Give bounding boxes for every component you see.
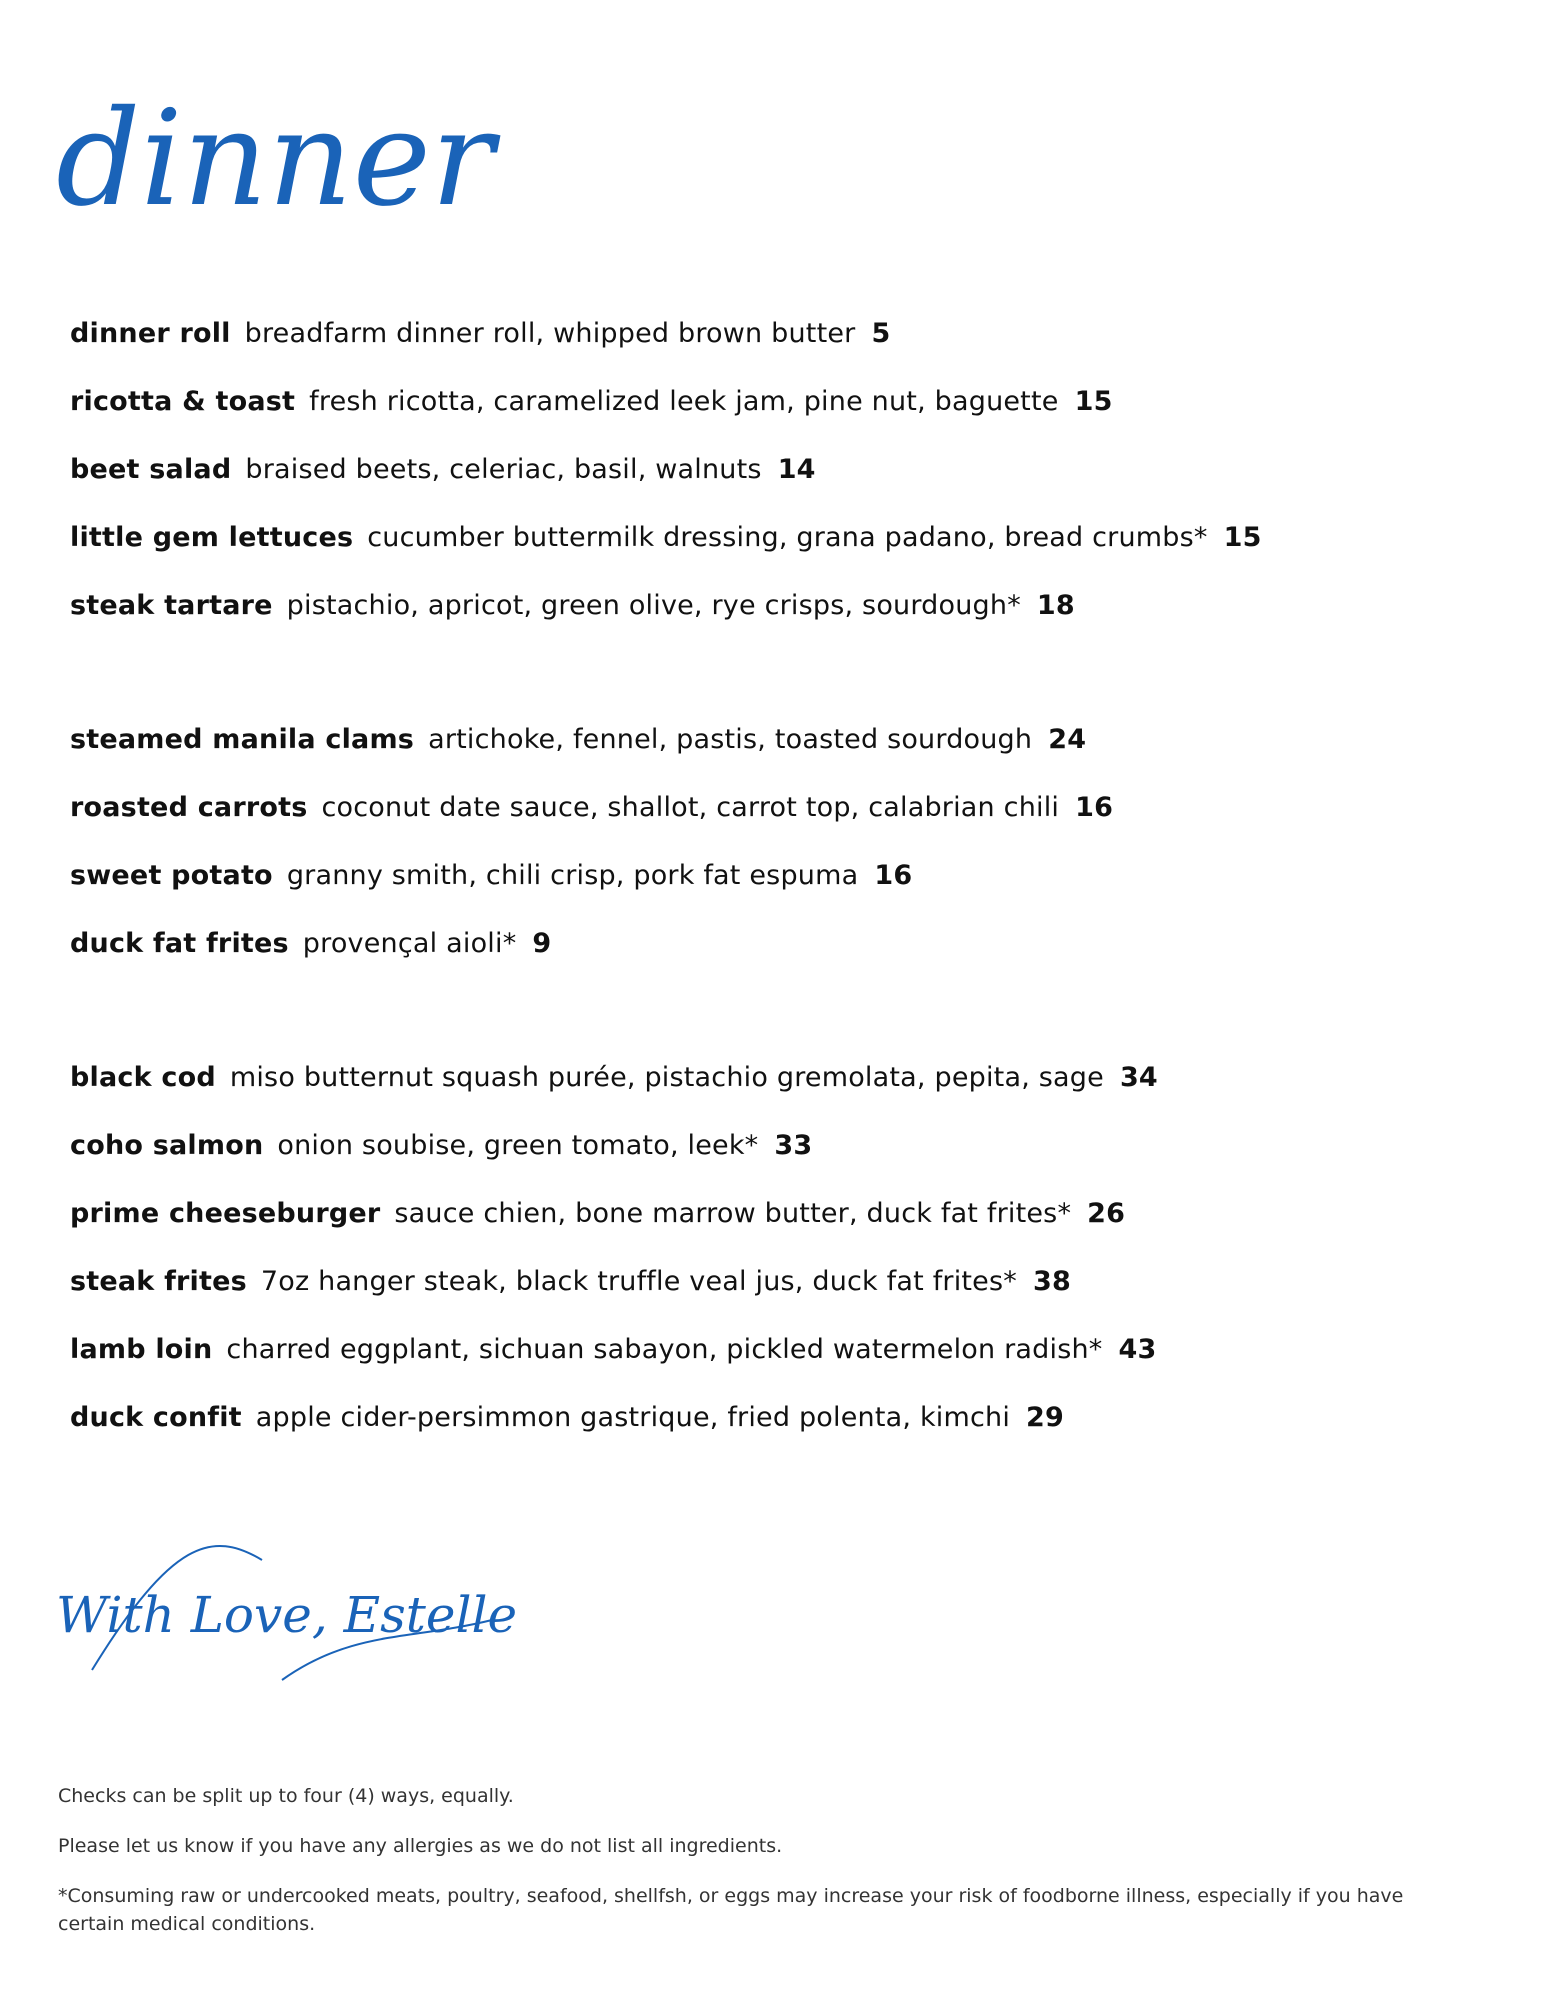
menu-title-text: dinner	[56, 82, 494, 236]
item-description: granny smith, chili crisp, pork fat espuma	[286, 860, 859, 891]
item-price: 16	[874, 860, 913, 891]
item-name: steak tartare	[70, 590, 273, 621]
signature	[52, 1520, 518, 1690]
menu-item	[70, 448, 1470, 516]
menu-section	[70, 718, 1470, 990]
item-price: 15	[1074, 386, 1113, 417]
signature-script	[52, 1520, 518, 1690]
footer-note: *Consuming raw or undercooked meats, poultry, seafood, shellfsh, or eggs may increase your risk of foodborne illness, especially if you have certain medical conditions.	[58, 1885, 1404, 1935]
item-name: lamb loin	[70, 1334, 213, 1365]
item-name: duck fat frites	[70, 928, 289, 959]
menu-item	[70, 854, 1470, 922]
item-price: 34	[1119, 1062, 1158, 1093]
menu-item	[70, 786, 1470, 854]
menu-section	[70, 1056, 1470, 1464]
item-name: dinner roll	[70, 318, 231, 349]
item-price: 14	[777, 454, 816, 485]
item-name: beet salad	[70, 454, 232, 485]
item-description: provençal aioli*	[302, 928, 517, 959]
item-price: 26	[1087, 1198, 1126, 1229]
item-price: 15	[1223, 522, 1262, 553]
item-description: cucumber buttermilk dressing, grana padano, bread crumbs*	[367, 522, 1208, 553]
menu-section	[70, 312, 1470, 652]
item-price: 29	[1026, 1402, 1065, 1433]
footer-note: Please let us know if you have any allergies as we do not list all ingredients.	[58, 1835, 783, 1857]
item-name: steamed manila clams	[70, 724, 415, 755]
item-description: coconut date sauce, shallot, carrot top, calabrian chili	[321, 792, 1060, 823]
menu-item	[70, 1124, 1470, 1192]
item-name: sweet potato	[70, 860, 273, 891]
item-price: 38	[1032, 1266, 1071, 1297]
menu-item	[70, 1192, 1470, 1260]
footer-notes	[58, 1782, 1438, 1960]
menu-item	[70, 718, 1470, 786]
menu-item	[70, 380, 1470, 448]
signature-text: With Love, Estelle	[56, 1586, 518, 1644]
menu-item	[70, 922, 1470, 990]
item-description: charred eggplant, sichuan sabayon, pickled watermelon radish*	[226, 1334, 1103, 1365]
item-price: 9	[532, 928, 552, 959]
item-description: apple cider-persimmon gastrique, fried polenta, kimchi	[255, 1402, 1011, 1433]
item-description: onion soubise, green tomato, leek*	[277, 1130, 759, 1161]
item-price: 18	[1036, 590, 1075, 621]
footer-note: Checks can be split up to four (4) ways, equally.	[58, 1785, 514, 1807]
menu-item	[70, 1260, 1470, 1328]
item-price: 16	[1075, 792, 1114, 823]
item-description: breadfarm dinner roll, whipped brown butter	[244, 318, 856, 349]
menu-item	[70, 516, 1470, 584]
item-name: prime cheeseburger	[70, 1198, 381, 1229]
item-description: miso butternut squash purée, pistachio gremolata, pepita, sage	[229, 1062, 1104, 1093]
item-description: artichoke, fennel, pastis, toasted sourdough	[428, 724, 1033, 755]
item-name: ricotta & toast	[70, 386, 296, 417]
menu-item	[70, 1328, 1470, 1396]
item-description: 7oz hanger steak, black truffle veal jus, duck fat frites*	[260, 1266, 1017, 1297]
item-description: pistachio, apricot, green olive, rye crisps, sourdough*	[286, 590, 1021, 621]
item-price: 33	[774, 1130, 813, 1161]
item-description: braised beets, celeriac, basil, walnuts	[245, 454, 762, 485]
item-description: sauce chien, bone marrow butter, duck fat frites*	[394, 1198, 1072, 1229]
menu-title-script	[56, 82, 494, 236]
item-price: 5	[871, 318, 891, 349]
item-price: 43	[1118, 1334, 1157, 1365]
menu-item	[70, 1056, 1470, 1124]
item-description: fresh ricotta, caramelized leek jam, pine nut, baguette	[309, 386, 1059, 417]
menu-item	[70, 1396, 1470, 1464]
item-name: little gem lettuces	[70, 522, 354, 553]
menu-item	[70, 312, 1470, 380]
item-price: 24	[1048, 724, 1087, 755]
menu-title	[56, 82, 494, 236]
item-name: black cod	[70, 1062, 216, 1093]
item-name: coho salmon	[70, 1130, 264, 1161]
item-name: duck confit	[70, 1402, 242, 1433]
menu-list	[70, 312, 1470, 1464]
menu-item	[70, 584, 1470, 652]
item-name: steak frites	[70, 1266, 247, 1297]
item-name: roasted carrots	[70, 792, 308, 823]
